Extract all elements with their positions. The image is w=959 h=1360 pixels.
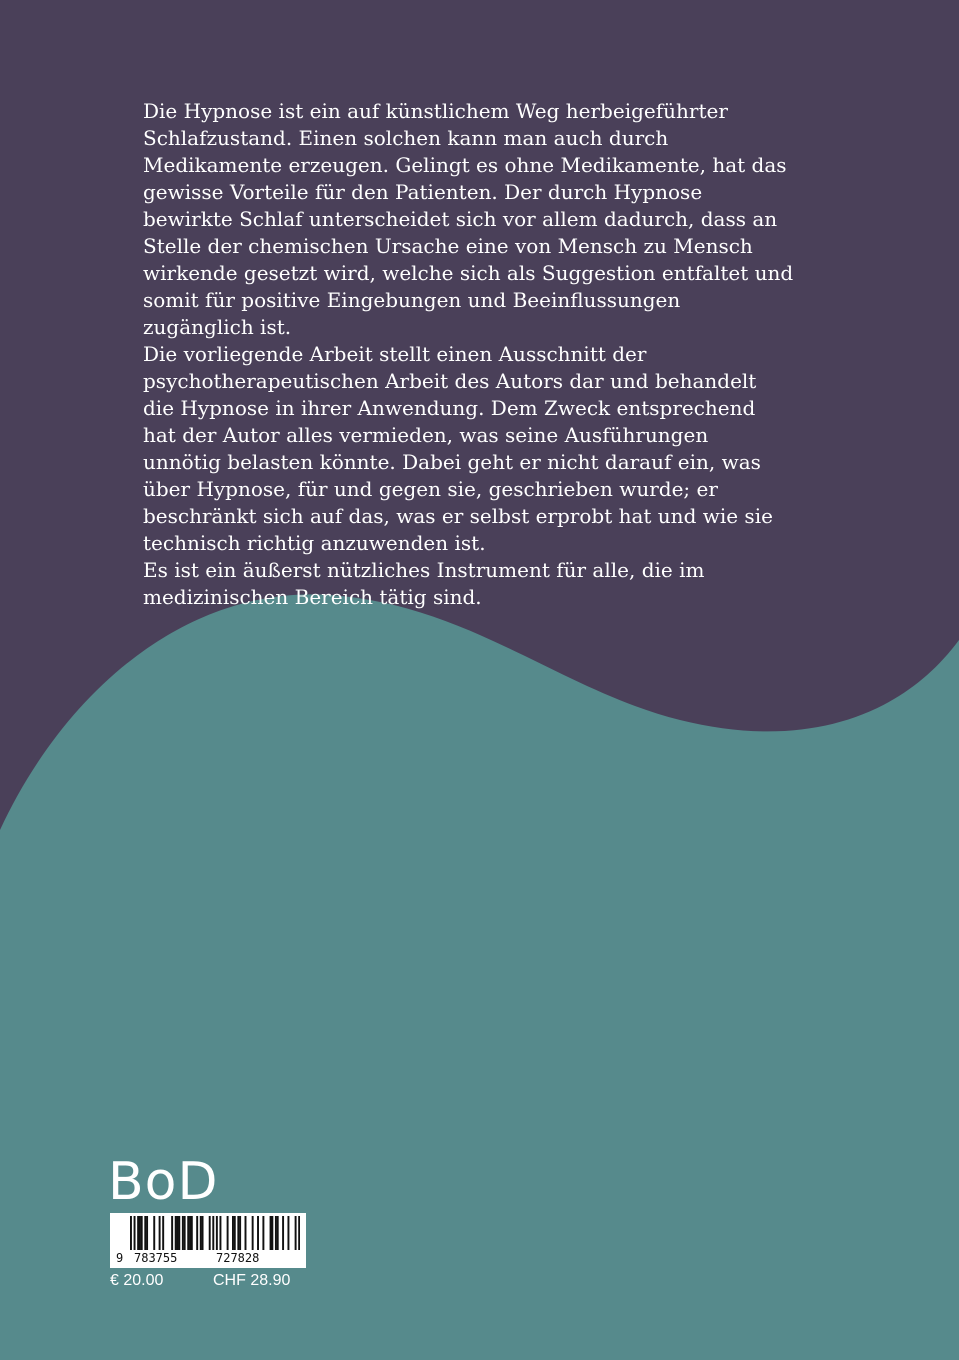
barcode-bar (137, 1216, 139, 1250)
barcode-bar (182, 1216, 184, 1250)
barcode-bar (209, 1216, 211, 1250)
barcode-bar (275, 1216, 277, 1250)
blurb-line: Die vorliegende Arbeit stellt einen Ausschnitt der (143, 342, 647, 366)
barcode-bar (234, 1216, 236, 1250)
barcode-bar (146, 1216, 148, 1250)
publisher-logo: BoD (108, 1152, 219, 1212)
barcode-bar (298, 1216, 300, 1250)
barcode-bar (202, 1216, 204, 1250)
blurb-line: psychotherapeutischen Arbeit des Autors dar und behandelt (143, 369, 757, 393)
price-eur: € 20.00 (110, 1272, 164, 1289)
barcode-bar (277, 1216, 279, 1250)
price-chf: CHF 28.90 (213, 1272, 291, 1289)
barcode-bar (227, 1216, 229, 1250)
barcode-bar (239, 1216, 241, 1250)
blurb-line: Die Hypnose ist ein auf künstlichem Weg herbeigeführter (143, 99, 728, 123)
blurb-line: gewisse Vorteile für den Patienten. Der durch Hypnose (143, 180, 703, 204)
barcode-bar (270, 1216, 272, 1250)
barcode-bar (262, 1216, 264, 1250)
barcode-bar (295, 1216, 297, 1250)
barcode-bar (175, 1216, 177, 1250)
barcode-bar (130, 1216, 132, 1250)
isbn-barcode (110, 1213, 306, 1268)
barcode-bar (141, 1216, 143, 1250)
barcode-bar (171, 1216, 173, 1250)
blurb-line: wirkende gesetzt wird, welche sich als Suggestion entfaltet und (143, 261, 794, 285)
barcode-bar (162, 1216, 164, 1250)
barcode-bar (191, 1216, 193, 1250)
barcode-bar (245, 1216, 247, 1250)
barcode-bar (216, 1216, 218, 1250)
blurb-line: Schlafzustand. Einen solchen kann man auch durch (143, 126, 669, 150)
barcode-bar (153, 1216, 155, 1250)
barcode-bar (134, 1216, 136, 1250)
barcode-bar (237, 1216, 239, 1250)
blurb-line: medizinischen Bereich tätig sind. (143, 585, 482, 609)
isbn-group-left: 783755 (134, 1251, 178, 1265)
barcode-bar (189, 1216, 191, 1250)
barcode-bar (200, 1216, 202, 1250)
barcode-bar (282, 1216, 284, 1250)
barcode-bar (159, 1216, 161, 1250)
back-cover-blurb (143, 98, 803, 611)
blurb-line: die Hypnose in ihrer Anwendung. Dem Zweck entsprechend (143, 396, 756, 420)
barcode-bar (184, 1216, 186, 1250)
barcode-bar (178, 1216, 180, 1250)
isbn-group-right: 727828 (216, 1251, 260, 1265)
barcode-bar (287, 1216, 289, 1250)
blurb-line: zugänglich ist. (143, 315, 292, 339)
blurb-line: Es ist ein äußerst nützliches Instrument für alle, die im (143, 558, 705, 582)
barcode-bar (187, 1216, 189, 1250)
barcode-bar (177, 1216, 179, 1250)
barcode-bar (271, 1216, 273, 1250)
barcode-bar (196, 1216, 198, 1250)
barcode-bar (139, 1216, 141, 1250)
barcode-bar (252, 1216, 254, 1250)
blurb-line: Medikamente erzeugen. Gelingt es ohne Medikamente, hat das (143, 153, 787, 177)
blurb-line: beschränkt sich auf das, was er selbst erprobt hat und wie sie (143, 504, 773, 528)
blurb-line: Stelle der chemischen Ursache eine von Mensch zu Mensch (143, 234, 753, 258)
isbn-lead-digit: 9 (116, 1251, 124, 1265)
barcode-bar (212, 1216, 214, 1250)
barcode-bar (219, 1216, 221, 1250)
blurb-line: hat der Autor alles vermieden, was seine Ausführungen (143, 423, 709, 447)
barcode-bar (257, 1216, 259, 1250)
barcode-bar (232, 1216, 234, 1250)
barcode-bars (130, 1216, 300, 1250)
blurb-line: bewirkte Schlaf unterscheidet sich vor allem dadurch, dass an (143, 207, 778, 231)
blurb-line: technisch richtig anzuwenden ist. (143, 531, 486, 555)
blurb-line: somit für positive Eingebungen und Beeinflussungen (143, 288, 681, 312)
barcode-bar (144, 1216, 146, 1250)
blurb-line: unnötig belasten könnte. Dabei geht er nicht darauf ein, was (143, 450, 761, 474)
blurb-line: über Hypnose, für und gegen sie, geschrieben wurde; er (143, 477, 718, 501)
